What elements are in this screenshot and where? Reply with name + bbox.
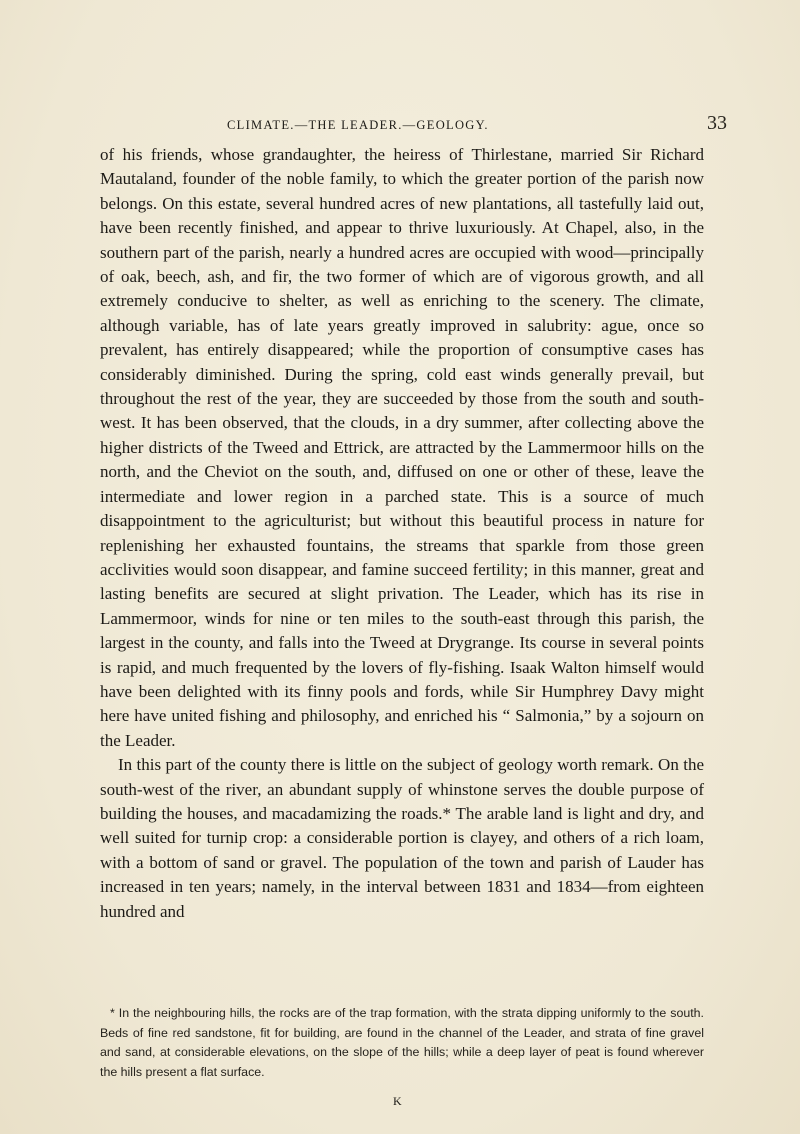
footnote-section: [100, 1004, 704, 1082]
footnote: * In the neighbouring hills, the rocks are of the trap formation, with the strata dipping uniformly to the south. Beds of fine red sandstone, fit for building, are found in the channel of the Leader, and strata of fine gravel and sand, at considerable elevations, on the slope of the hills; while a deep layer of peat is found wherever the hills present a flat surface.: [100, 1006, 704, 1079]
running-head: CLIMATE.—THE LEADER.—GEOLOGY.: [227, 118, 489, 132]
page-number: 33: [707, 112, 727, 134]
paragraph: In this part of the county there is little on the subject of geology worth remark. On the south-west of the river, an abundant supply of whinstone serves the double purpose of building the houses, and macadamizing the roads.* The arable land is light and dry, and well suited for turnip crop: a considerable portion is clayey, and others of a rich loam, with a bottom of sand or gravel. The population of the town and parish of Lauder has increased in ten years; namely, in the interval between 1831 and 1834—from eighteen hundred and: [100, 755, 704, 921]
paragraph: of his friends, whose grandaughter, the heiress of Thirlestane, married Sir Richard Mautaland, founder of the noble family, to which the greater portion of the parish now belongs. On this estate, several hundred acres of new plantations, all tastefully laid out, have been recently finished, and appear to thrive luxuriously. At Chapel, also, in the southern part of the parish, nearly a hundred acres are occupied with wood—principally of oak, beech, ash, and fir, the two former of which are of vigorous growth, and all extremely conducive to shelter, as well as enriching to the scenery. The climate, although variable, has of late years greatly improved in salubrity: ague, once so prevalent, has entirely disappeared; while the proportion of consumptive cases has considerably diminished. During the spring, cold east winds generally prevail, but throughout the rest of the year, they are succeeded by those from the south and south-west. It has been observed, that the clouds, in a dry summer, after collecting above the higher districts of the Tweed and Ettrick, are attracted by the Lammermoor hills on the north, and the Cheviot on the south, and, diffused on one or other of these, leave the intermediate and lower region in a parched state. This is a source of much disappointment to the agriculturist; but without this beautiful process in nature for replenishing her exhausted fountains, the streams that sparkle from those green acclivities would soon disappear, and famine succeed fertility; in this manner, great and lasting benefits are secured at slight privation. The Leader, which has its rise in Lammermoor, winds for nine or ten miles to the south-east through this parish, the largest in the county, and falls into the Tweed at Drygrange. Its course in several points is rapid, and much frequented by the lovers of fly-fishing. Isaak Walton himself would have been delighted with its finny pools and fords, while Sir Humphrey Davy might here have united fishing and philosophy, and enriched his “ Salmonia,” by a sojourn on the Leader.: [100, 145, 704, 750]
signature-mark: K: [393, 1094, 402, 1108]
body-text: [100, 143, 704, 924]
